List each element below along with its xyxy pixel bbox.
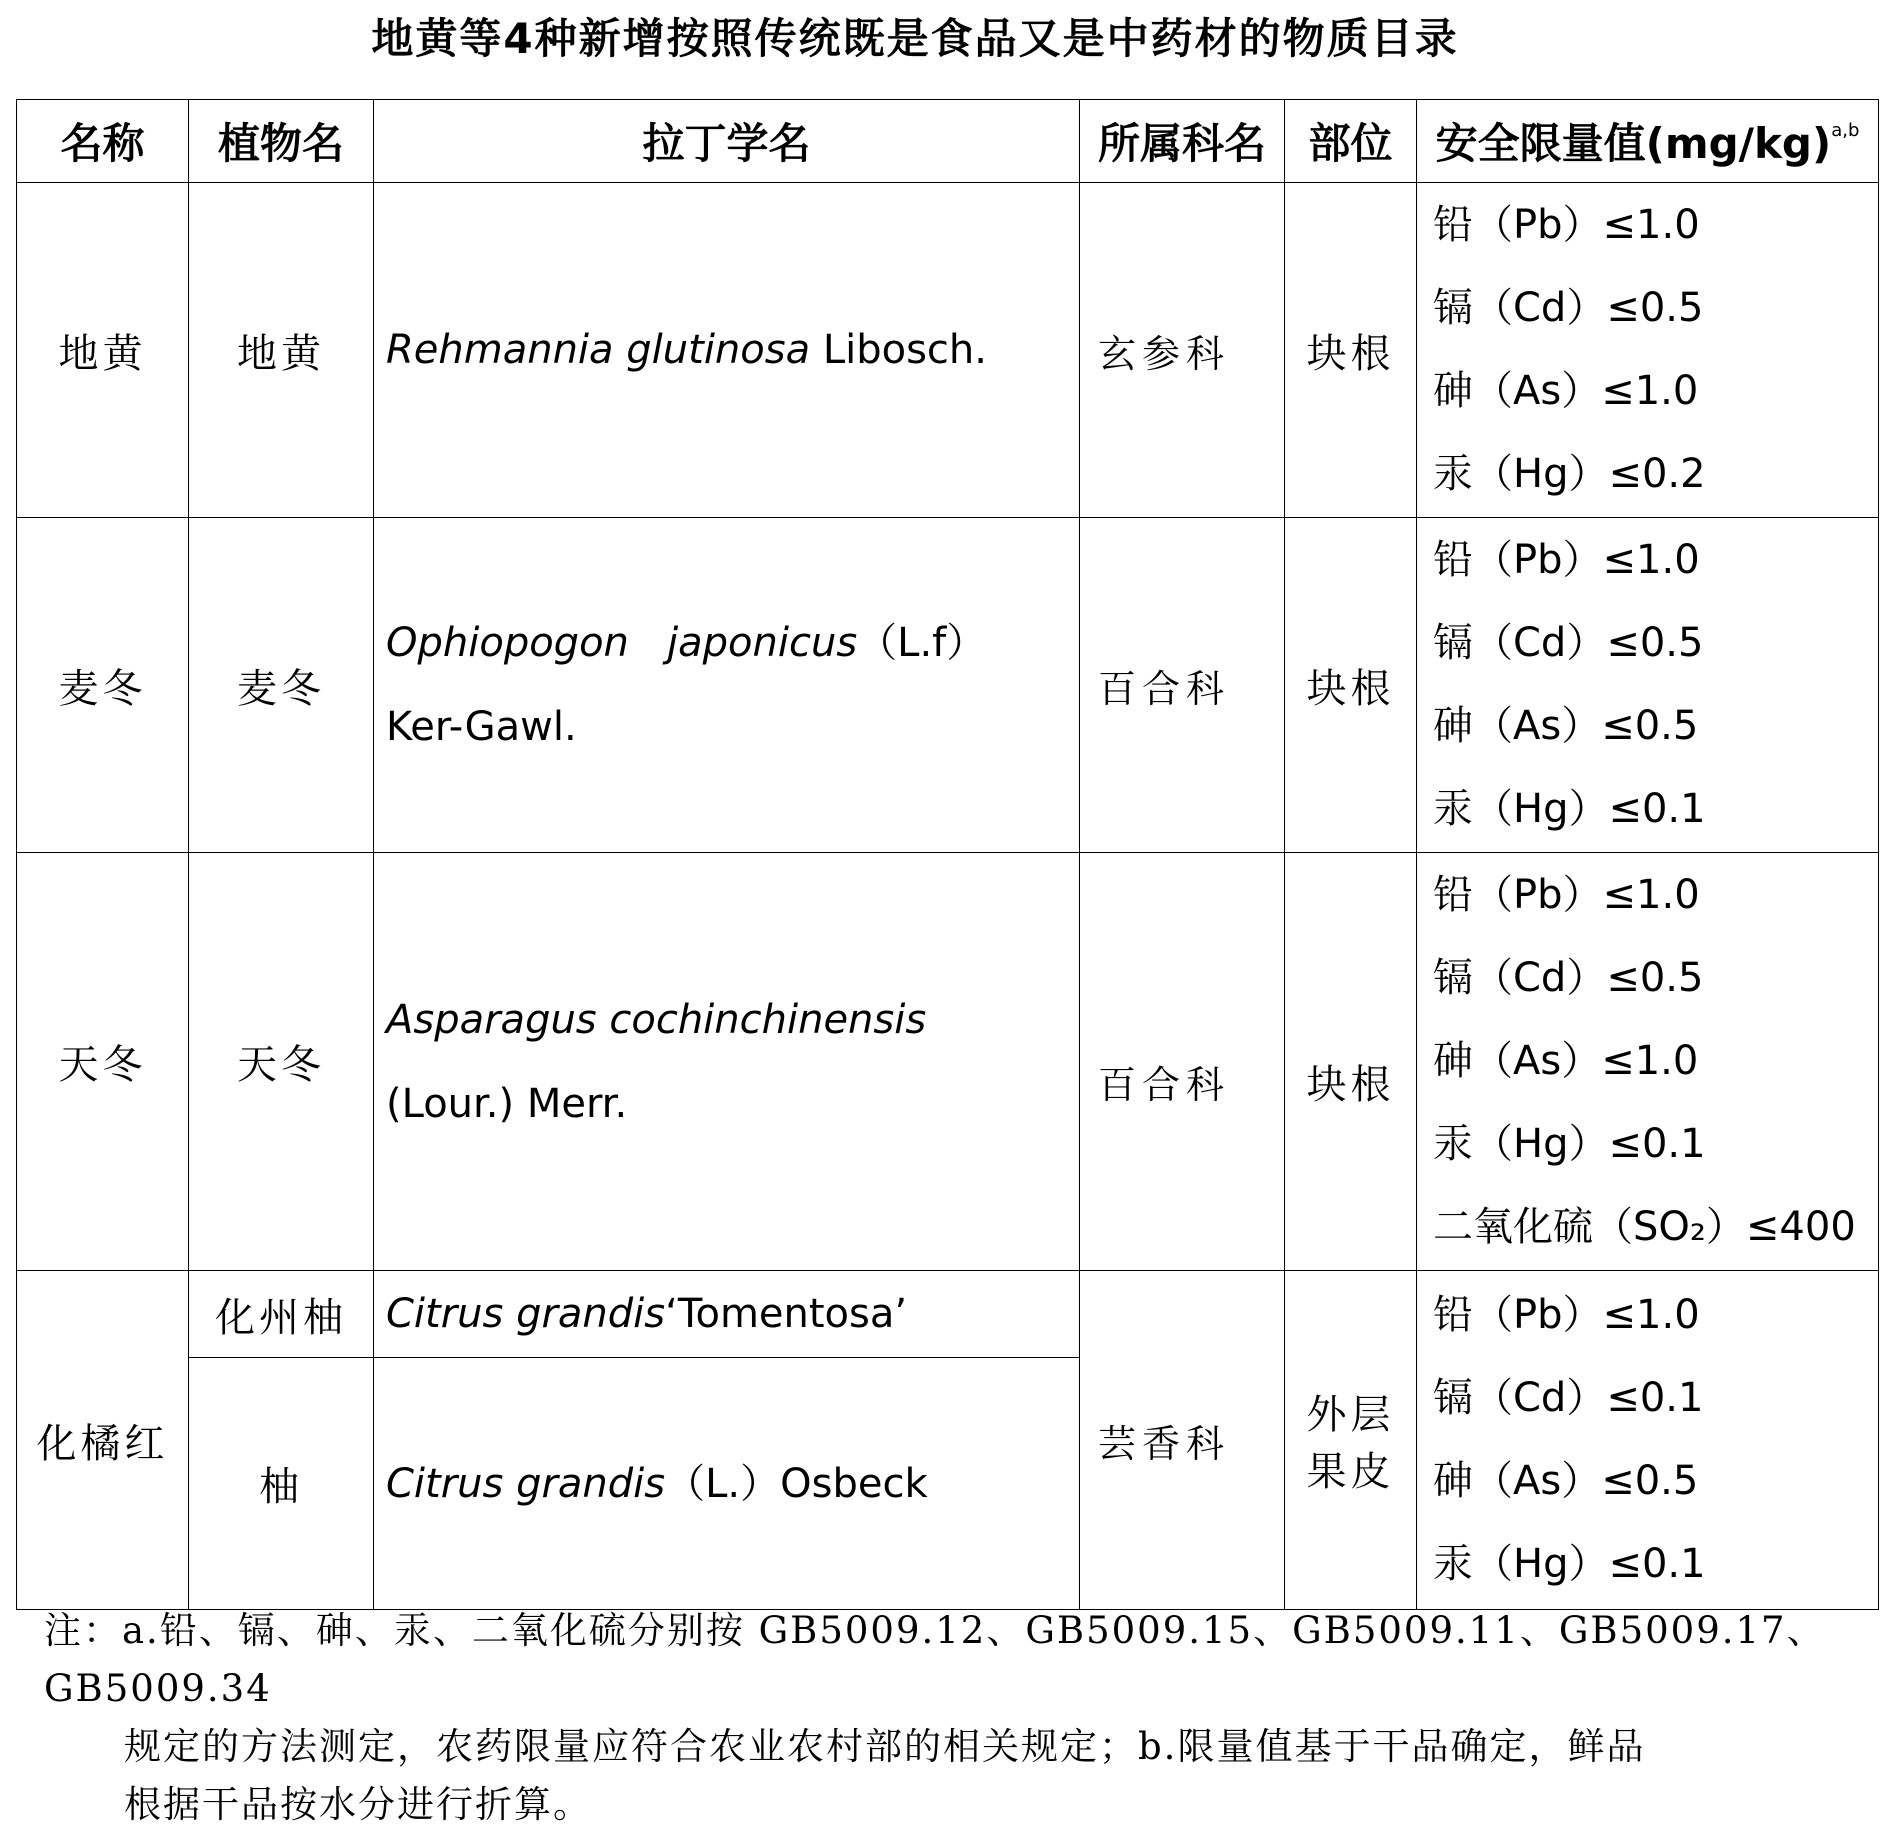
footnote-line2: 规定的方法测定，农药限量应符合农业农村部的相关规定；b.限量值基于干品确定，鲜品 bbox=[124, 1725, 1646, 1768]
latin-genus-species: Rehmannia glutinosa bbox=[386, 327, 811, 373]
row-limits bbox=[1417, 1271, 1879, 1610]
latin-genus-species: Citrus grandis bbox=[386, 1291, 666, 1337]
row-plant: 化州柚 bbox=[189, 1271, 374, 1358]
row-latin bbox=[374, 1271, 1080, 1358]
row-latin bbox=[374, 1358, 1080, 1610]
limit-item: 镉（Cd）≤0.5 bbox=[1433, 955, 1704, 1001]
row-part: 块根 bbox=[1285, 518, 1417, 853]
limit-item: 镉（Cd）≤0.1 bbox=[1433, 1375, 1704, 1421]
row-family: 百合科 bbox=[1080, 518, 1285, 853]
header-latin: 拉丁学名 bbox=[374, 100, 1080, 183]
table-row bbox=[17, 183, 1879, 518]
limit-item: 铅（Pb）≤1.0 bbox=[1433, 872, 1700, 918]
footnote bbox=[44, 1602, 1874, 1834]
footnote-line1: 注：a.铅、镉、砷、汞、二氧化硫分别按 GB5009.12、GB5009.15、GB5009.11、GB5009.17、GB5009.34 bbox=[44, 1609, 1826, 1710]
latin-author-line2: (Lour.) Merr. bbox=[386, 1080, 628, 1127]
row-name: 化橘红 bbox=[17, 1271, 189, 1610]
table-row bbox=[17, 853, 1879, 1271]
table-row bbox=[17, 518, 1879, 853]
limit-item: 砷（As）≤0.5 bbox=[1433, 1458, 1699, 1504]
latin-author: ‘Tomentosa’ bbox=[665, 1291, 908, 1337]
header-name: 名称 bbox=[17, 100, 189, 183]
row-part: 块根 bbox=[1285, 853, 1417, 1271]
row-name: 天冬 bbox=[17, 853, 189, 1271]
header-limit-label: 安全限量值(mg/kg) bbox=[1435, 119, 1832, 168]
limit-item: 汞（Hg）≤0.1 bbox=[1433, 786, 1706, 832]
row-part: 块根 bbox=[1285, 183, 1417, 518]
row-name: 麦冬 bbox=[17, 518, 189, 853]
limit-item: 砷（As）≤1.0 bbox=[1433, 368, 1699, 414]
footnote-line3: 根据干品按水分进行折算。 bbox=[124, 1783, 592, 1826]
limit-item: 砷（As）≤0.5 bbox=[1433, 703, 1699, 749]
header-limit bbox=[1417, 100, 1879, 183]
header-plant: 植物名 bbox=[189, 100, 374, 183]
latin-genus-species: Ophiopogon japonicus bbox=[386, 620, 858, 666]
row-family: 芸香科 bbox=[1080, 1271, 1285, 1610]
row-plant: 柚 bbox=[189, 1358, 374, 1610]
row-limits bbox=[1417, 518, 1879, 853]
latin-genus-species: Asparagus cochinchinensis bbox=[386, 996, 927, 1043]
substance-table bbox=[16, 99, 1879, 1610]
limit-item: 砷（As）≤1.0 bbox=[1433, 1038, 1699, 1084]
row-family: 玄参科 bbox=[1080, 183, 1285, 518]
row-plant: 麦冬 bbox=[189, 518, 374, 853]
header-family: 所属科名 bbox=[1080, 100, 1285, 183]
table-header-row bbox=[17, 100, 1879, 183]
header-limit-footnote: a,b bbox=[1831, 120, 1860, 141]
limit-item: 镉（Cd）≤0.5 bbox=[1433, 285, 1704, 331]
part-line1: 外层 bbox=[1306, 1392, 1395, 1438]
limit-item: 铅（Pb）≤1.0 bbox=[1433, 202, 1700, 248]
row-limits bbox=[1417, 853, 1879, 1271]
row-part bbox=[1285, 1271, 1417, 1610]
row-plant: 地黄 bbox=[189, 183, 374, 518]
latin-author: （L.）Osbeck bbox=[665, 1460, 928, 1507]
row-family: 百合科 bbox=[1080, 853, 1285, 1271]
limit-item: 铅（Pb）≤1.0 bbox=[1433, 537, 1700, 583]
latin-author-line2: Ker-Gawl. bbox=[386, 704, 577, 750]
latin-genus-species: Citrus grandis bbox=[386, 1460, 666, 1507]
limit-item: 汞（Hg）≤0.1 bbox=[1433, 1121, 1706, 1167]
row-limits bbox=[1417, 183, 1879, 518]
header-part: 部位 bbox=[1285, 100, 1417, 183]
row-plant: 天冬 bbox=[189, 853, 374, 1271]
limit-item: 镉（Cd）≤0.5 bbox=[1433, 620, 1704, 666]
limit-item: 汞（Hg）≤0.2 bbox=[1433, 451, 1706, 497]
limit-item: 铅（Pb）≤1.0 bbox=[1433, 1292, 1700, 1338]
latin-author: Libosch. bbox=[810, 327, 987, 373]
latin-author: （L.f） bbox=[857, 620, 987, 666]
limit-item: 二氧化硫（SO₂）≤400 bbox=[1433, 1204, 1856, 1250]
limit-item: 汞（Hg）≤0.1 bbox=[1433, 1541, 1706, 1587]
document-title: 地黄等4种新增按照传统既是食品又是中药材的物质目录 bbox=[371, 14, 1459, 63]
row-latin bbox=[374, 518, 1080, 853]
row-latin bbox=[374, 183, 1080, 518]
part-line2: 果皮 bbox=[1306, 1449, 1395, 1495]
row-latin bbox=[374, 853, 1080, 1271]
table-row bbox=[17, 1271, 1879, 1358]
row-name: 地黄 bbox=[17, 183, 189, 518]
